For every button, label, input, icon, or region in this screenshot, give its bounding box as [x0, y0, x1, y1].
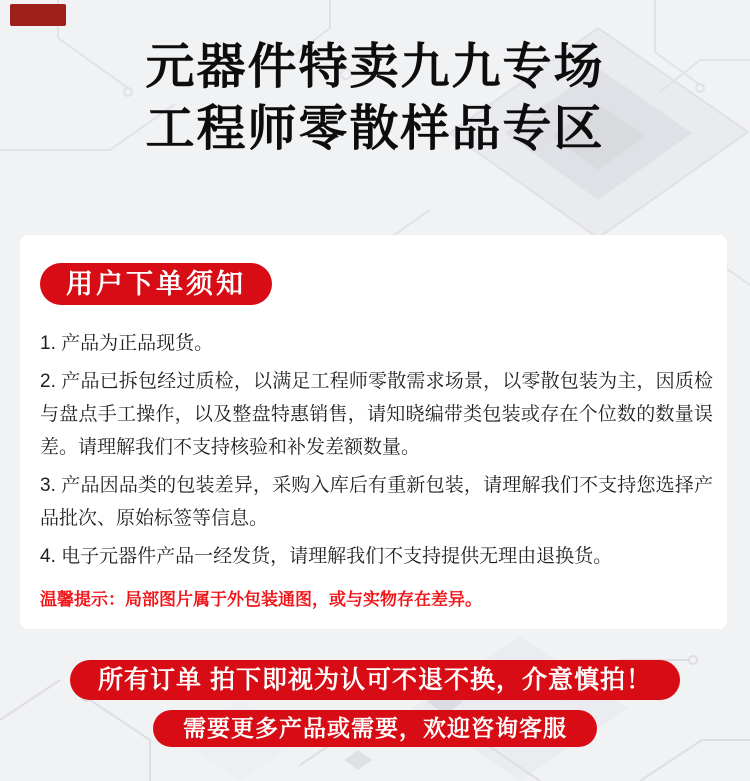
warm-tip-text: 温馨提示：局部图片属于外包装通图，或与实物存在差异。 — [40, 590, 482, 609]
notice-item-2: 2. 产品已拆包经过质检，以满足工程师零散需求场景，以零散包装为主，因质检与盘点手工操作，以及整盘特惠销售，请知晓编带类包装或存在个位数的数量误差。请理解我们不支持核验和补发差额数量。 — [40, 371, 713, 458]
title-line-2: 工程师零散样品专区 — [145, 102, 605, 156]
no-return-policy-banner: 所有订单 拍下即视为认可不退不换，介意慎拍！ — [70, 660, 680, 700]
order-notice-badge: 用户下单须知 — [40, 263, 272, 305]
notice-list — [40, 327, 713, 621]
corner-logo-mark — [10, 4, 66, 26]
title-line-1: 元器件特卖九九专场 — [145, 40, 605, 94]
order-notice-card — [20, 235, 727, 629]
notice-item-4: 4. 电子元器件产品一经发货，请理解我们不支持提供无理由退换货。 — [40, 546, 613, 567]
contact-customer-service-banner: 需要更多产品或需要，欢迎咨询客服 — [153, 710, 597, 747]
page-title — [0, 36, 750, 160]
notice-item-1: 1. 产品为正品现货。 — [40, 333, 214, 354]
notice-item-3: 3. 产品因品类的包装差异，采购入库后有重新包装，请理解我们不支持您选择产品批次、原始标签等信息。 — [40, 475, 713, 529]
